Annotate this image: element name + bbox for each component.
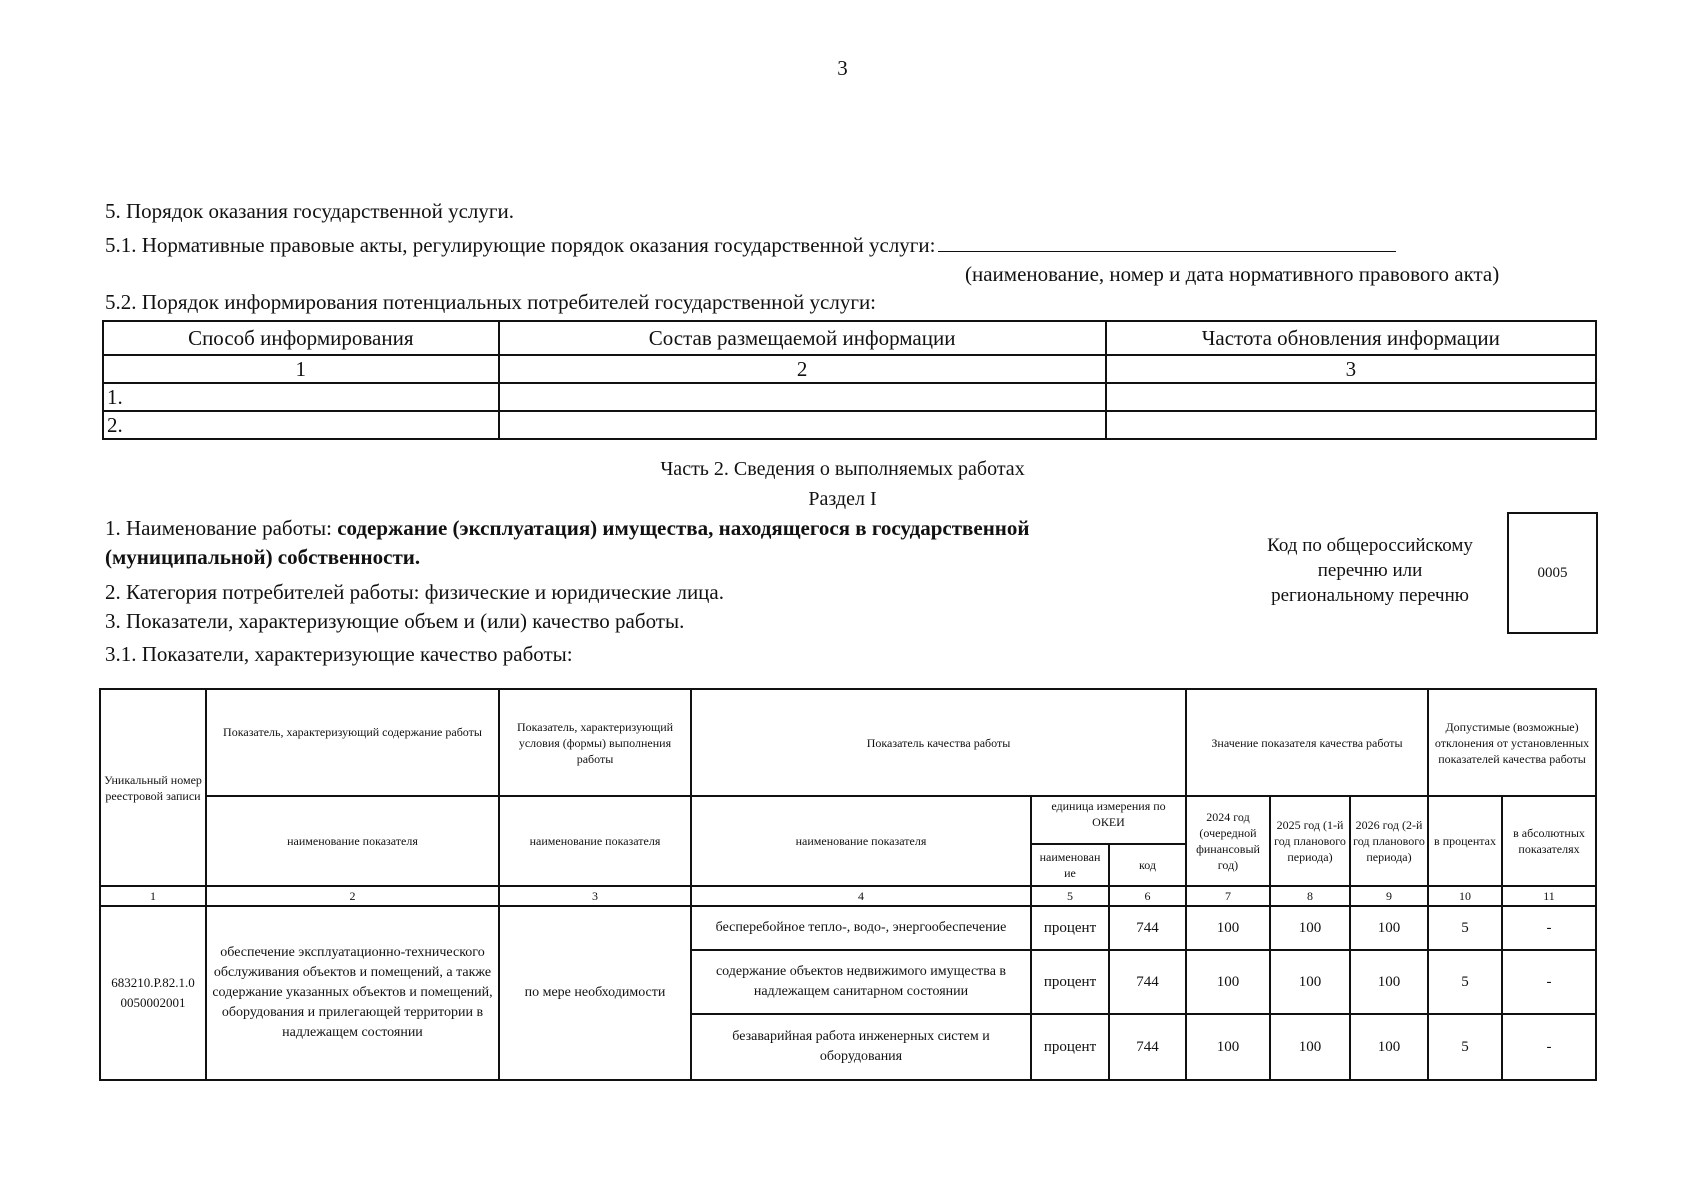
code-label-line-1: Код по общероссийскому (1267, 535, 1473, 556)
deviation-percent-3: 5 (1428, 1014, 1502, 1080)
code-label-line-2: перечню или (1317, 560, 1423, 581)
part2-title: Часть 2. Сведения о выполняемых работах (660, 458, 1025, 480)
work-name-label: 1. Наименование работы: (105, 516, 338, 540)
col-number-7: 7 (1186, 886, 1270, 906)
col-number-1: 1 (100, 886, 206, 906)
code-label-line-3: региональному перечню (1271, 585, 1469, 606)
quality-name-3: безаварийная работа инженерных систем и оборудования (691, 1014, 1031, 1080)
unit-name-1: процент (1031, 906, 1109, 950)
header-year-2024: 2024 год (очередной финансовый год) (1186, 796, 1270, 886)
acts-line (105, 233, 1396, 258)
info-table (102, 320, 1597, 440)
quality-indicators-line: 3.1. Показатели, характеризующие качество работы: (105, 642, 573, 666)
unit-code-3: 744 (1109, 1014, 1186, 1080)
acts-label: 5.1. Нормативные правовые акты, регулирующие порядок оказания государственной услуги: (105, 233, 936, 257)
header-percent: в процентах (1428, 796, 1502, 886)
value-2024-2: 100 (1186, 950, 1270, 1014)
table-row (103, 383, 1596, 411)
indicators-line: 3. Показатели, характеризующие объем и (или) качество работы. (105, 609, 685, 633)
info-number-1: 1 (103, 355, 499, 383)
table-row (103, 411, 1596, 439)
deviation-absolute-3: - (1502, 1014, 1596, 1080)
info-number-2: 2 (499, 355, 1106, 383)
header-deviation: Допустимые (возможные) отклонения от установленных показателей качества работы (1428, 689, 1596, 796)
value-2024-1: 100 (1186, 906, 1270, 950)
col-number-10: 10 (1428, 886, 1502, 906)
table-row (100, 906, 1596, 950)
col-number-2: 2 (206, 886, 499, 906)
header-unique-number: Уникальный номер реестровой записи (100, 689, 206, 886)
unit-name-3: процент (1031, 1014, 1109, 1080)
col-number-9: 9 (1350, 886, 1428, 906)
col-number-5: 5 (1031, 886, 1109, 906)
value-2024-3: 100 (1186, 1014, 1270, 1080)
quality-name-1: бесперебойное тепло-, водо-, энергообеспечение (691, 906, 1031, 950)
quality-name-2: содержание объектов недвижимого имущества в надлежащем санитарном состоянии (691, 950, 1031, 1014)
header-year-2025: 2025 год (1-й год планового периода) (1270, 796, 1350, 886)
value-2025-3: 100 (1270, 1014, 1350, 1080)
deviation-absolute-2: - (1502, 950, 1596, 1014)
unit-code-1: 744 (1109, 906, 1186, 950)
value-2026-2: 100 (1350, 950, 1428, 1014)
code-box (1507, 512, 1598, 634)
conditions-value: по мере необходимости (499, 906, 691, 1080)
consumers-line: 2. Категория потребителей работы: физические и юридические лица. (105, 580, 724, 604)
acts-hint: (наименование, номер и дата нормативного правового акта) (965, 262, 1500, 286)
deviation-absolute-1: - (1502, 906, 1596, 950)
page-number: 3 (837, 56, 848, 80)
info-header-content: Состав размещаемой информации (499, 321, 1106, 355)
info-row-1-method: 1. (103, 383, 499, 411)
quality-table (99, 688, 1597, 1081)
header-content-name: наименование показателя (206, 796, 499, 886)
deviation-percent-2: 5 (1428, 950, 1502, 1014)
header-value: Значение показателя качества работы (1186, 689, 1428, 796)
value-2025-1: 100 (1270, 906, 1350, 950)
info-header-frequency: Частота обновления информации (1106, 321, 1596, 355)
content-value: обеспечение эксплуатационно-технического обслуживания объектов и помещений, а также содержание указанных объектов и помещений, оборудования и прилегающей территории в надлежащем состоянии (206, 906, 499, 1080)
col-number-8: 8 (1270, 886, 1350, 906)
info-number-3: 3 (1106, 355, 1596, 383)
info-row-1-content (499, 383, 1106, 411)
code-label (1240, 533, 1500, 608)
value-2026-1: 100 (1350, 906, 1428, 950)
header-quality-name: наименование показателя (691, 796, 1031, 886)
section-title: Раздел I (808, 488, 877, 510)
info-table-header-row (103, 321, 1596, 355)
header-unit-code: код (1109, 844, 1186, 886)
record-id: 683210.Р.82.1.0 0050002001 (100, 906, 206, 1080)
info-row-2-method: 2. (103, 411, 499, 439)
info-header-method: Способ информирования (103, 321, 499, 355)
section5-title: 5. Порядок оказания государственной услуги. (105, 199, 514, 223)
quality-header-row-1 (100, 689, 1596, 796)
info-row-2-content (499, 411, 1106, 439)
unit-code-2: 744 (1109, 950, 1186, 1014)
header-quality: Показатель качества работы (691, 689, 1186, 796)
col-number-4: 4 (691, 886, 1031, 906)
info-table-number-row (103, 355, 1596, 383)
info-label: 5.2. Порядок информирования потенциальных потребителей государственной услуги: (105, 290, 877, 314)
header-year-2026: 2026 год (2-й год планового периода) (1350, 796, 1428, 886)
quality-header-row-2 (100, 796, 1596, 844)
col-number-3: 3 (499, 886, 691, 906)
work-name-line (105, 516, 1030, 541)
header-conditions: Показатель, характеризующий условия (формы) выполнения работы (499, 689, 691, 796)
code-value: 0005 (1537, 564, 1568, 581)
header-unit: единица измерения по ОКЕИ (1031, 796, 1186, 844)
header-content: Показатель, характеризующий содержание работы (206, 689, 499, 796)
unit-name-2: процент (1031, 950, 1109, 1014)
col-number-11: 11 (1502, 886, 1596, 906)
value-2025-2: 100 (1270, 950, 1350, 1014)
header-absolute: в абсолютных показателях (1502, 796, 1596, 886)
header-conditions-name: наименование показателя (499, 796, 691, 886)
acts-blank-field (938, 233, 1396, 252)
work-name-value-continued: (муниципальной) собственности. (105, 545, 421, 569)
info-row-2-frequency (1106, 411, 1596, 439)
value-2026-3: 100 (1350, 1014, 1428, 1080)
header-unit-name: наименован ие (1031, 844, 1109, 886)
deviation-percent-1: 5 (1428, 906, 1502, 950)
col-number-6: 6 (1109, 886, 1186, 906)
info-row-1-frequency (1106, 383, 1596, 411)
work-name-value: содержание (эксплуатация) имущества, находящегося в государственной (337, 516, 1030, 540)
quality-number-row (100, 886, 1596, 906)
